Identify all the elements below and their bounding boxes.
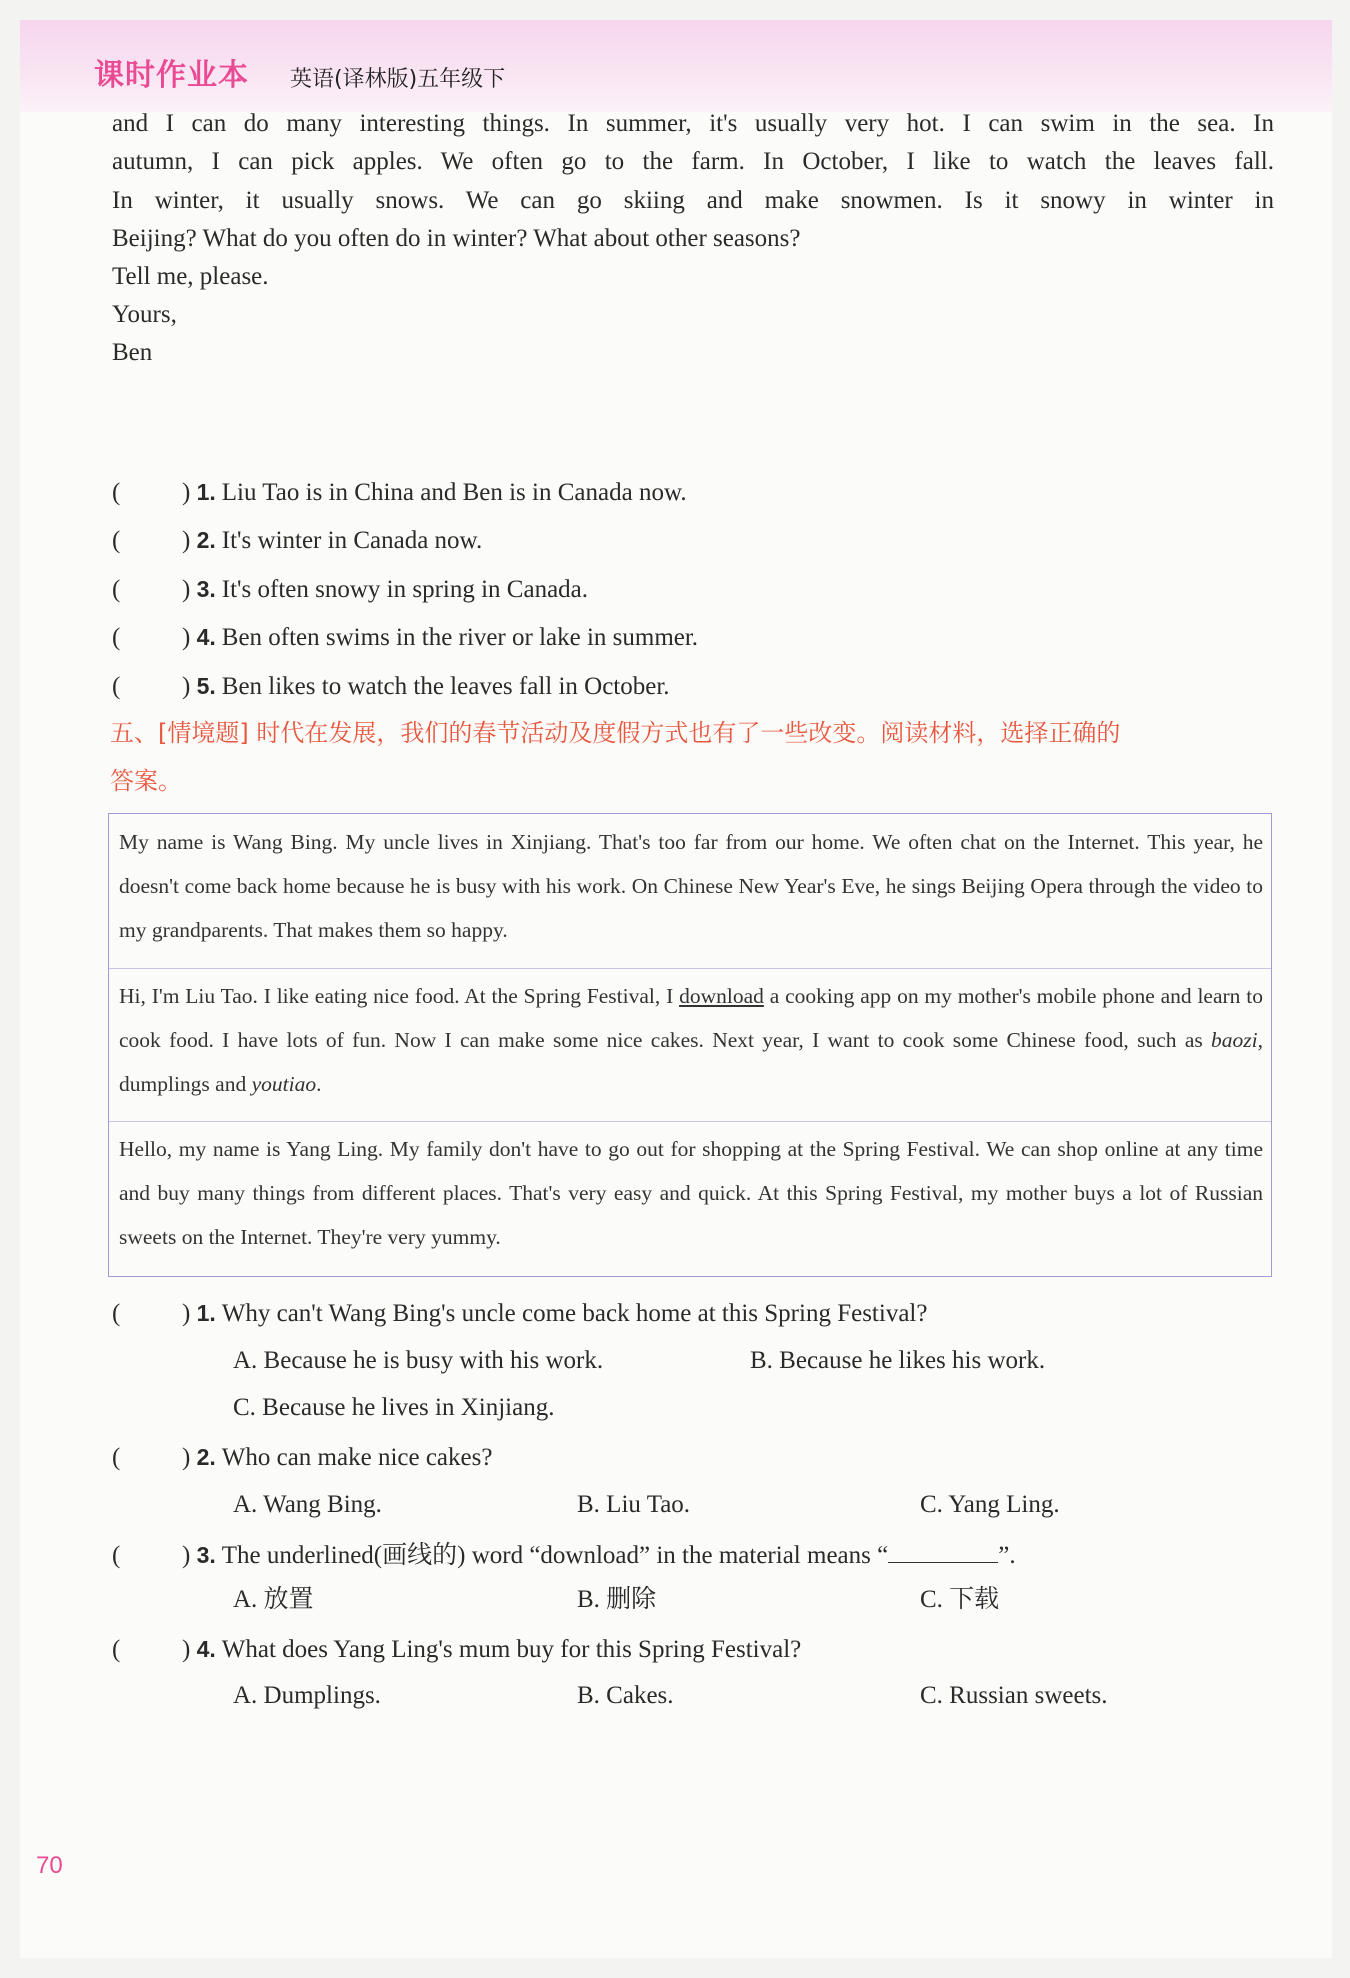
passage-yang-ling: Hello, my name is Yang Ling. My family don't have to go out for shopping at the Spring Festival. We can shop online at any time and buy many things from different places. That's very easy and quick. At this Spring Festival, my mother buys a lot of Russian sweets on the Internet. They're very yummy. — [119, 1137, 1263, 1249]
passage-wang-bing: My name is Wang Bing. My uncle lives in Xinjiang. That's too far from our home. We often chat on the Internet. This year, he doesn't come back home because he is busy with his work. On Chinese New Year's Eve, he sings Beijing Opera through the video to my grandparents. That makes them so happy. — [119, 830, 1263, 942]
option-c: C. 下载 — [920, 1586, 1000, 1613]
tf-question: ( ) 4. Ben often swims in the river or lake in summer. — [112, 624, 699, 651]
option-a: A. Wang Bing. — [233, 1491, 382, 1518]
section-heading-cont: 答案。 — [110, 767, 182, 795]
letter-line: autumn, I can pick apples. We often go to the farm. In October, I like to watch the leaves fall. — [112, 148, 1274, 175]
option-b: B. Liu Tao. — [577, 1491, 691, 1518]
section-heading: 五、[情境题] 时代在发展，我们的春节活动及度假方式也有了一些改变。阅读材料，选择正确的 — [110, 719, 1121, 747]
divider — [109, 1121, 1271, 1122]
letter-line: Beijing? What do you often do in winter? What about other seasons? — [112, 225, 801, 252]
underlined-word: download — [679, 984, 764, 1008]
mc-question: ( ) 3. The underlined(画线的) word “download” in the material means “ ”. — [112, 1538, 1016, 1571]
tf-question: ( ) 2. It's winter in Canada now. — [112, 527, 483, 554]
letter-signature: Ben — [112, 339, 153, 366]
mc-question: ( ) 4. What does Yang Ling's mum buy for this Spring Festival? — [112, 1636, 802, 1663]
option-a: A. Dumplings. — [233, 1682, 381, 1709]
letter-signoff: Yours, — [112, 301, 177, 328]
option-a: A. Because he is busy with his work. — [233, 1347, 604, 1374]
tf-question: ( ) 5. Ben likes to watch the leaves fall in October. — [112, 673, 670, 700]
tf-question: ( ) 3. It's often snowy in spring in Canada. — [112, 576, 589, 603]
mc-question: ( ) 2. Who can make nice cakes? — [112, 1444, 493, 1471]
divider — [109, 968, 1271, 969]
page-number: 70 — [36, 1852, 63, 1879]
tf-question: ( ) 1. Liu Tao is in China and Ben is in Canada now. — [112, 479, 687, 506]
option-b: B. Cakes. — [577, 1682, 674, 1709]
letter-line: In winter, it usually snows. We can go skiing and make snowmen. Is it snowy in winter in — [112, 187, 1274, 214]
option-b: B. Because he likes his work. — [750, 1347, 1046, 1374]
answer-blank — [888, 1538, 998, 1563]
book-subtitle: 英语(译林版)五年级下 — [290, 67, 506, 92]
reading-box — [108, 813, 1272, 1277]
option-c: C. Russian sweets. — [920, 1682, 1108, 1709]
mc-question: ( ) 1. Why can't Wang Bing's uncle come back home at this Spring Festival? — [112, 1300, 928, 1327]
option-b: B. 删除 — [577, 1586, 657, 1613]
passage-liu-tao: Hi, I'm Liu Tao. I like eating nice food. At the Spring Festival, I download a cooking app on my mother's mobile phone and learn to cook food. I have lots of fun. Now I can make some nice cakes. Next year, I want to cook some Chinese food, such as baozi, dumplings and youtiao. — [119, 984, 1263, 1096]
option-c: C. Because he lives in Xinjiang. — [233, 1394, 555, 1421]
letter-closing: Tell me, please. — [112, 263, 269, 290]
option-a: A. 放置 — [233, 1586, 314, 1613]
letter-line: and I can do many interesting things. In summer, it's usually very hot. I can swim in the sea. In — [112, 110, 1274, 137]
brand-title: 课时作业本 — [94, 58, 249, 93]
option-c: C. Yang Ling. — [920, 1491, 1060, 1518]
